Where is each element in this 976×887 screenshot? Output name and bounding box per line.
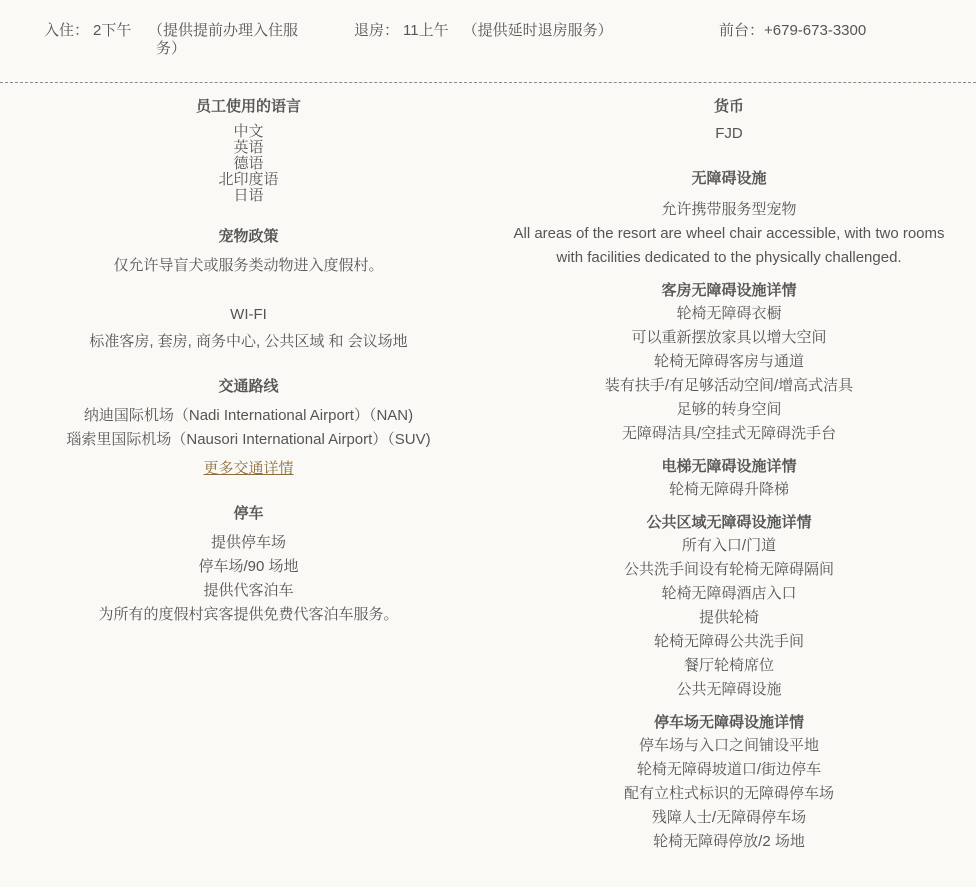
- left-column: [0, 96, 497, 627]
- elevator-access-title: 电梯无障碍设施详情: [661, 458, 797, 475]
- room-access-item: 足够的转身空间: [676, 401, 782, 418]
- parking-access-item: 轮椅无障碍坡道口/街边停车: [636, 761, 822, 778]
- room-access-title: 客房无障碍设施详情: [661, 282, 797, 299]
- room-access-item: 轮椅无障碍客房与通道: [653, 353, 804, 370]
- hotel-info-bar: [0, 0, 976, 83]
- room-access-item: 可以重新摆放家具以增大空间: [631, 329, 827, 346]
- currency-title: 货币: [713, 98, 744, 115]
- public-access-item: 轮椅无障碍酒店入口: [661, 585, 797, 602]
- language-item: 北印度语: [218, 171, 279, 188]
- language-item: 中文: [233, 123, 264, 140]
- public-access-title: 公共区域无障碍设施详情: [646, 514, 812, 531]
- checkin-note-line2: 务）: [156, 40, 187, 57]
- room-access-item: 装有扶手/有足够活动空间/增高式洁具: [604, 377, 854, 394]
- languages-list: [0, 124, 497, 204]
- currency-value: FJD: [715, 125, 743, 142]
- language-item: 德语: [233, 155, 264, 172]
- language-item: 英语: [233, 139, 264, 156]
- frontdesk-label: 前台：: [719, 22, 765, 39]
- frontdesk-phone: +679-673-3300: [764, 22, 867, 39]
- parking-access-title: 停车场无障碍设施详情: [653, 714, 804, 731]
- accessibility-item: with facilities dedicated to the physically challenged.: [556, 249, 902, 266]
- public-access-item: 公共无障碍设施: [676, 681, 782, 698]
- public-access-item: 公共洗手间设有轮椅无障碍隔间: [623, 561, 834, 578]
- accessibility-title: 无障碍设施: [691, 170, 767, 187]
- wifi-title: WI-FI: [230, 306, 267, 323]
- public-access-item: 所有入口/门道: [681, 537, 777, 554]
- checkin-note-line1: （提供提前办理入住服: [148, 22, 299, 39]
- language-item: 日语: [233, 187, 264, 204]
- parking-access-item: 轮椅无障碍停放/2 场地: [653, 833, 805, 850]
- checkin-note: [148, 22, 308, 58]
- wifi-text: 标准客房, 套房, 商务中心, 公共区域 和 会议场地: [89, 333, 408, 350]
- transport-title: 交通路线: [218, 378, 279, 395]
- parking-title: 停车: [233, 505, 264, 522]
- right-column: [497, 96, 961, 854]
- checkout-note: （提供延时退房服务）: [462, 22, 613, 39]
- checkout-info: [354, 22, 613, 40]
- room-access-item: 无障碍洁具/空挂式无障碍洗手台: [621, 425, 837, 442]
- parking-item: 提供停车场: [210, 534, 286, 551]
- accessibility-item: 允许携带服务型宠物: [661, 201, 797, 218]
- checkin-info: [44, 22, 299, 57]
- parking-access-item: 配有立柱式标识的无障碍停车场: [623, 785, 834, 802]
- parking-item: 停车场/90 场地: [198, 558, 299, 575]
- checkout-label: 退房：: [354, 22, 400, 39]
- pet-policy-text: 仅允许导盲犬或服务类动物进入度假村。: [113, 257, 384, 274]
- accessibility-item: All areas of the resort are wheel chair accessible, with two rooms: [513, 225, 945, 242]
- frontdesk-info: [719, 22, 866, 40]
- transport-item: 瑙索里国际机场（Nausori International Airport）（SUV): [66, 431, 431, 448]
- checkout-time: 11上午: [403, 22, 449, 39]
- checkin-time: 2下午: [93, 22, 132, 39]
- pet-policy-title: 宠物政策: [218, 228, 279, 245]
- parking-item: 提供代客泊车: [203, 582, 294, 599]
- more-transport-link[interactable]: 更多交通详情: [203, 460, 294, 477]
- room-access-item: 轮椅无障碍衣橱: [676, 305, 782, 322]
- languages-title: 员工使用的语言: [195, 98, 301, 115]
- public-access-item: 餐厅轮椅席位: [683, 657, 774, 674]
- transport-item: 纳迪国际机场（Nadi International Airport）（NAN): [83, 407, 414, 424]
- elevator-access-item: 轮椅无障碍升降梯: [668, 481, 789, 498]
- parking-access-item: 残障人士/无障碍停车场: [651, 809, 807, 826]
- public-access-item: 轮椅无障碍公共洗手间: [653, 633, 804, 650]
- parking-item: 为所有的度假村宾客提供免费代客泊车服务。: [98, 606, 399, 623]
- parking-access-item: 停车场与入口之间铺设平地: [638, 737, 819, 754]
- public-access-item: 提供轮椅: [698, 609, 759, 626]
- checkin-label: 入住：: [44, 22, 90, 39]
